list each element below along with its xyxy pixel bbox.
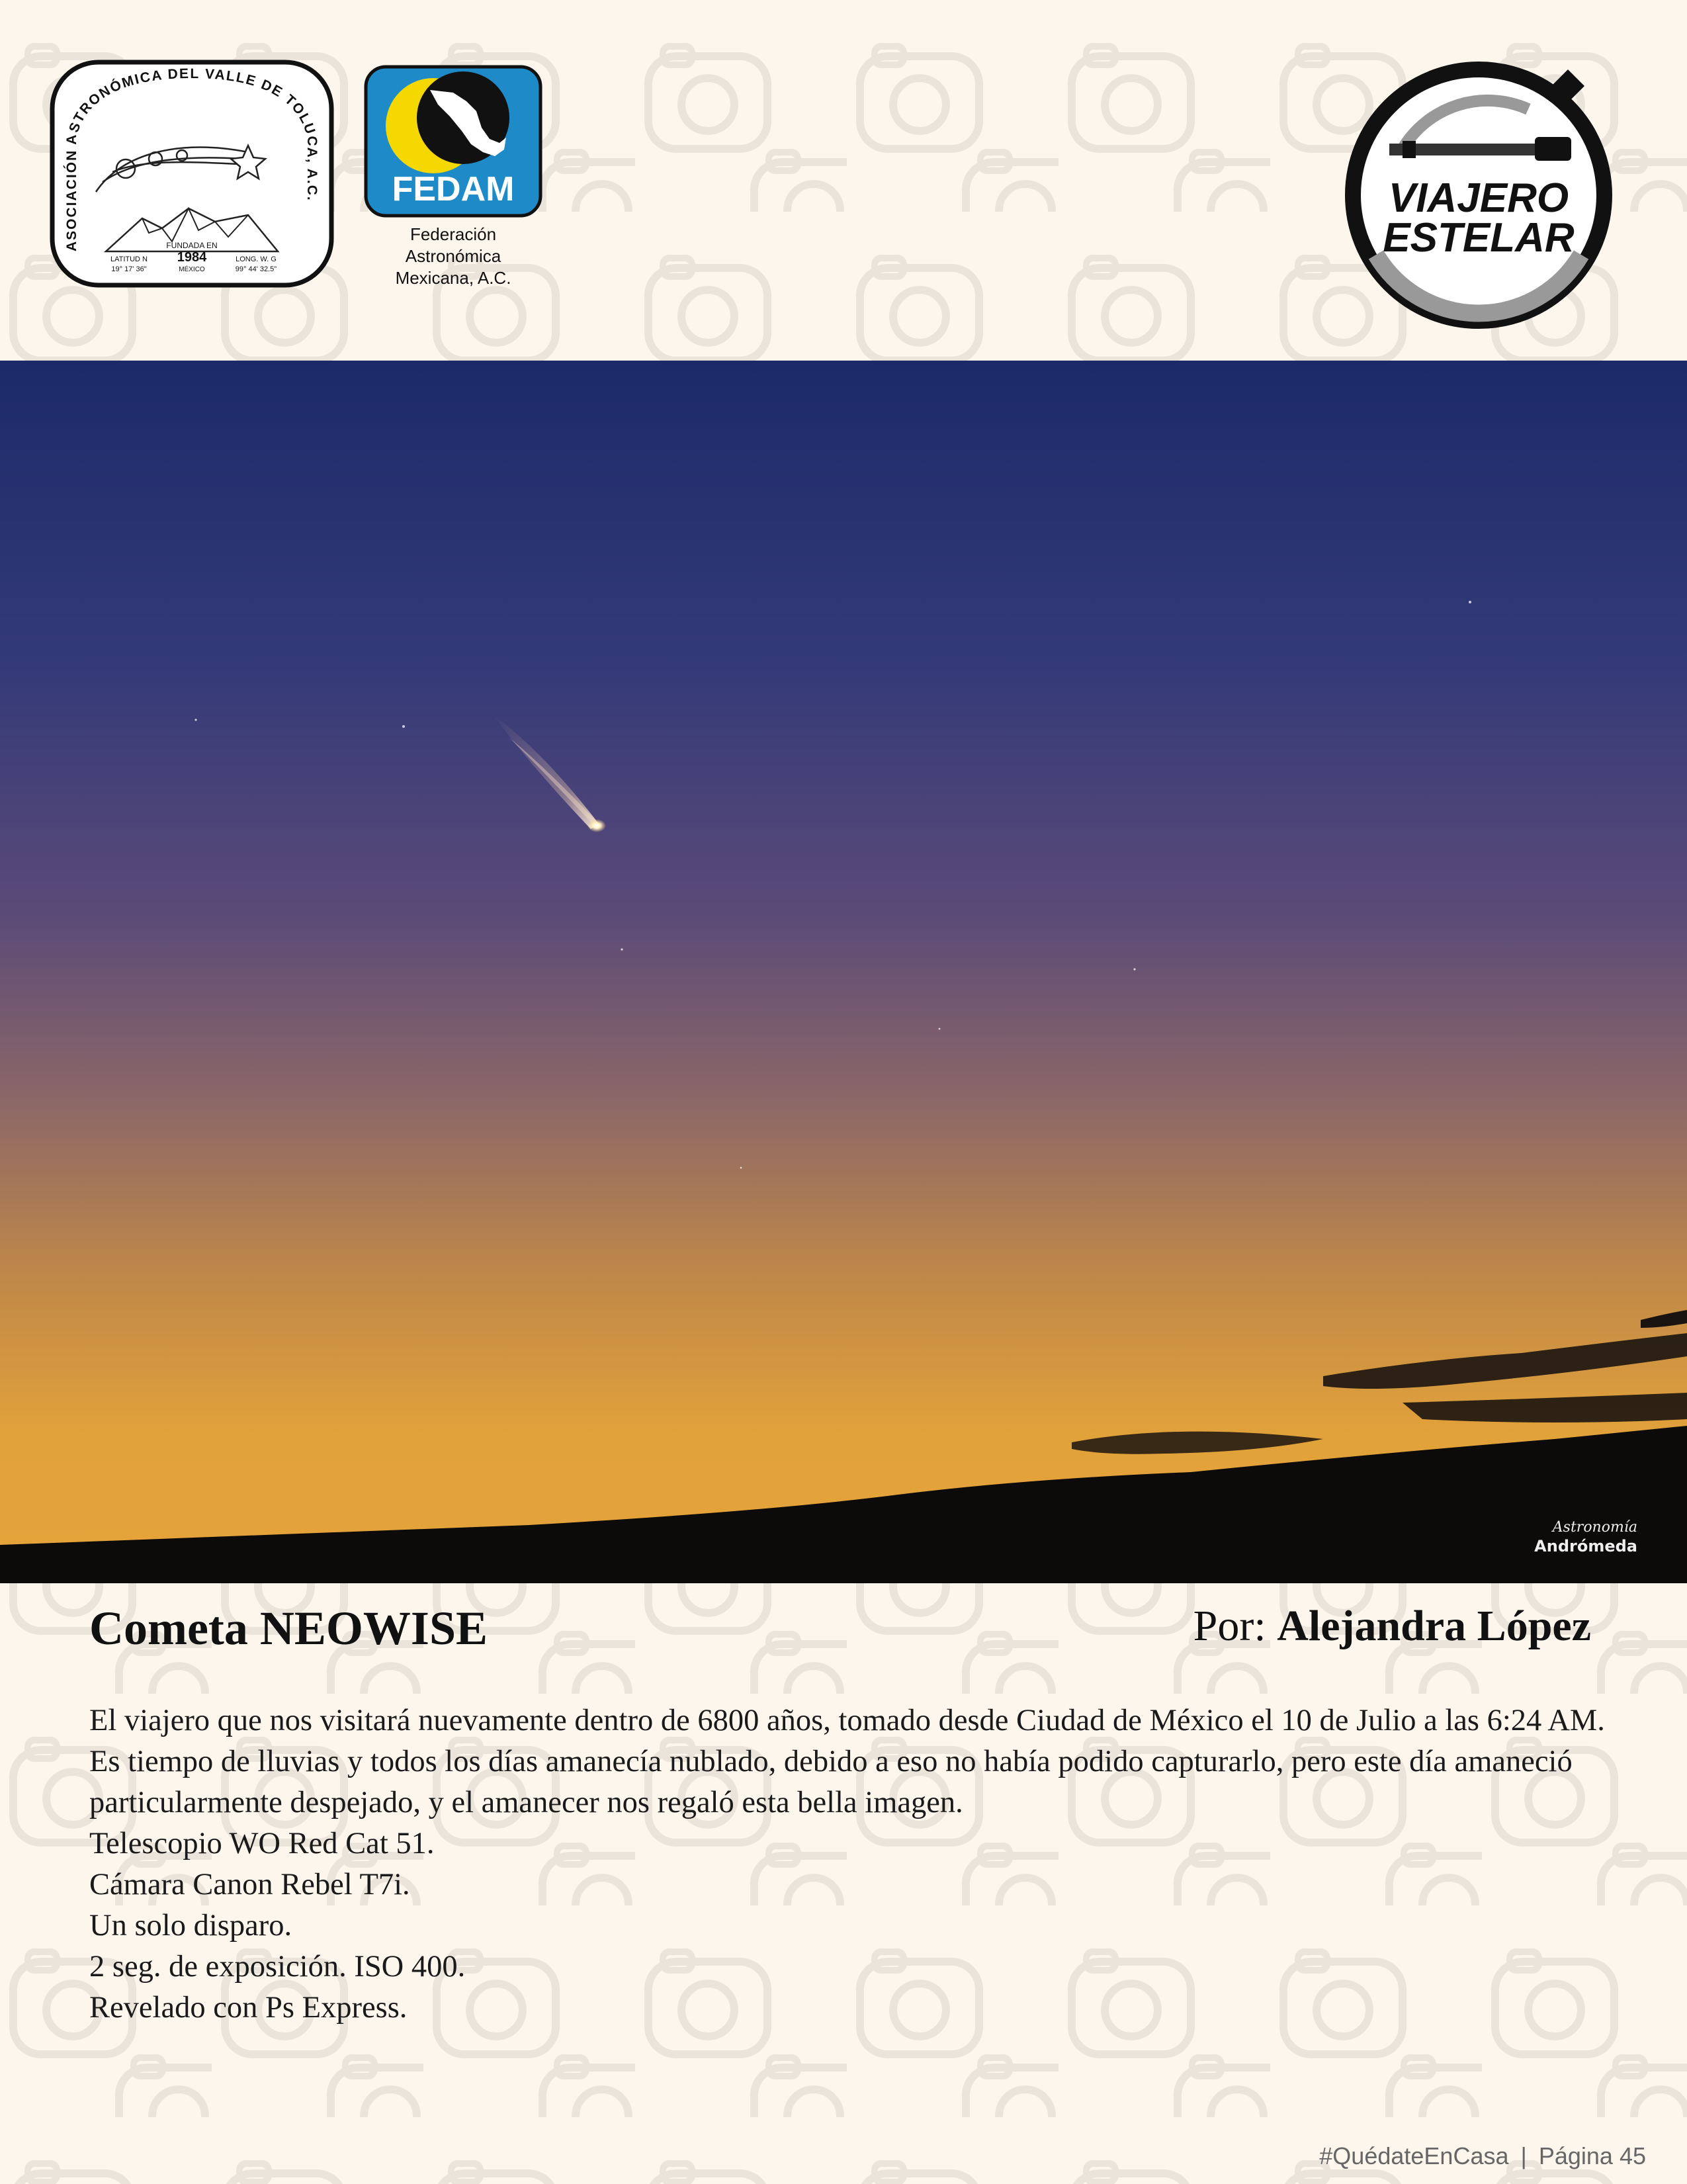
article-paragraph: El viajero que nos visitará nuevamente dentro de 6800 años, tomado desde Ciudad de México el 10 de Julio a las 6:24 AM. Es tiempo de lluvias y todos los días amanecía nublado, debido a eso no había podido capturarlo, pero este día amaneció particularmente despejado, y el amanecer nos regaló esta bella imagen. [89,1704,1605,1819]
footer-hashtag: #QuédateEnCasa [1319,2142,1509,2169]
latitude-value: 19° 17' 36" [111,265,147,273]
watermark-line2: Andrómeda [1534,1537,1637,1555]
byline-prefix: Por: [1193,1602,1266,1650]
article-byline [1193,1601,1591,1651]
author-name: Alejandra López [1277,1602,1591,1650]
latitude-label: LATITUD N [110,255,148,263]
viajero-estelar-logo [1330,36,1627,334]
founded-year: 1984 [177,250,207,265]
watermark-line1: Astronomía [1552,1519,1637,1536]
spec-telescope: Telescopio WO Red Cat 51. [89,1827,435,1860]
fedam-name-line1: Federación [410,224,497,244]
spec-shots: Un solo disparo. [89,1909,292,1943]
aavt-logo [50,60,334,288]
spec-exposure: 2 seg. de exposición. ISO 400. [89,1950,466,1984]
fedam-name-line2: Astronómica [405,246,501,266]
footer-separator: | [1520,2142,1527,2169]
fedam-logo [364,65,542,290]
comet-neowise-photo [0,361,1687,1583]
longitude-label: LONG. W. G [236,255,277,263]
aavt-arc-text: ASOCIACIÓN ASTRONÓMICA DEL VALLE DE TOLUCA, A.C. [64,66,320,251]
country-label: MÉXICO [179,266,205,273]
fedam-acronym: FEDAM [392,170,515,208]
viajero-line1: VIAJERO [1388,175,1569,221]
page-footer [1319,2142,1646,2170]
viajero-line2: ESTELAR [1383,215,1575,261]
article-body [89,1700,1611,2029]
spec-processing: Revelado con Ps Express. [89,1991,408,2025]
founded-label: FUNDADA EN [166,241,218,250]
article-title: Cometa NEOWISE [89,1602,488,1655]
longitude-value: 99° 44' 32.5" [235,265,277,273]
spec-camera: Cámara Canon Rebel T7i. [89,1868,410,1901]
fedam-name-line3: Mexicana, A.C. [395,268,511,288]
page-number: Página 45 [1538,2142,1646,2169]
